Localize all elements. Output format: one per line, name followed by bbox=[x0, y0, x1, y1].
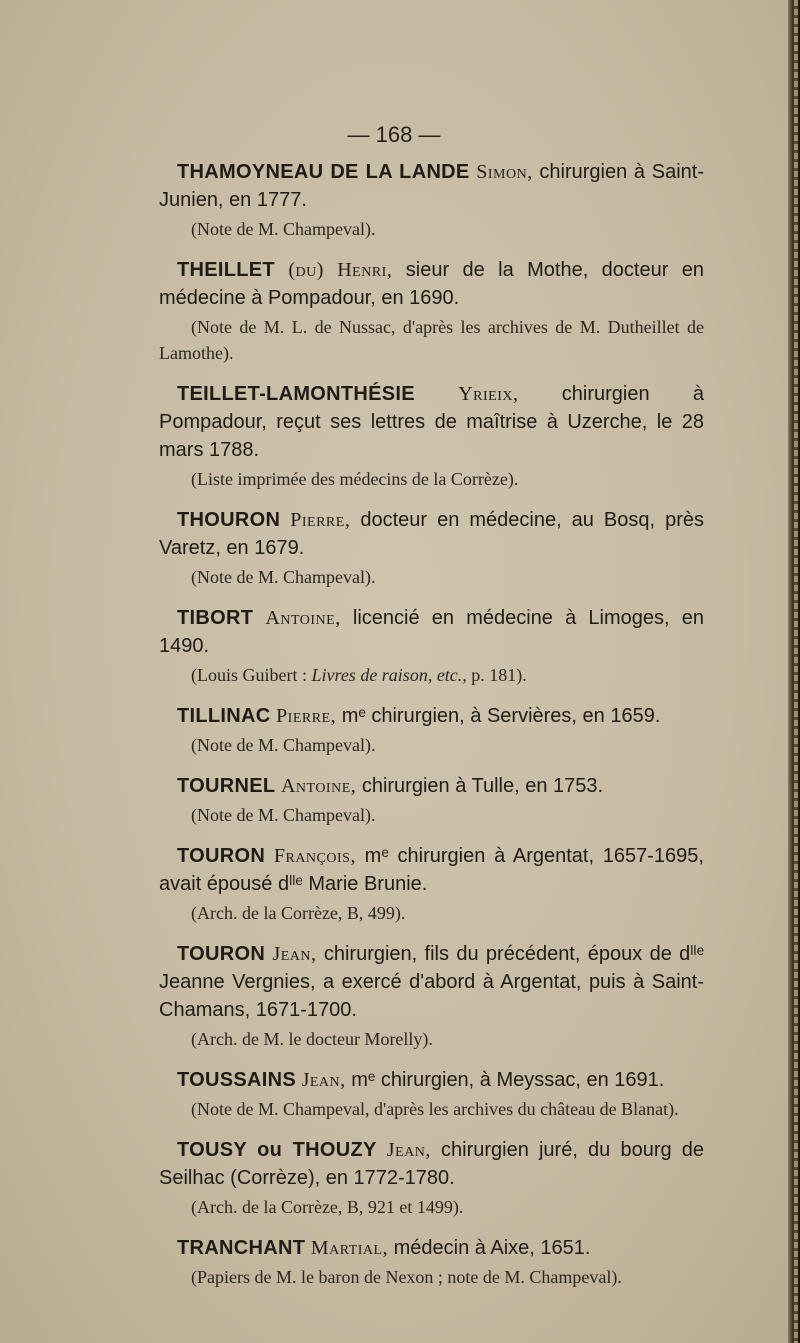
entry-first-name: Jean, bbox=[301, 1069, 346, 1091]
entry-text: chirurgien à Pompadour, reçut ses lettres de maîtrise à Uzerche, le 28 mars 1788. bbox=[159, 383, 704, 461]
entry-first-name: Yrieix, bbox=[458, 383, 519, 405]
entry-first-name: Simon, bbox=[476, 161, 533, 183]
entry-text: sieur de la Mothe, docteur en médecine à Pompadour, en 1690. bbox=[159, 259, 704, 309]
entry-text: licencié en médecine à Limoges, en 1490. bbox=[159, 607, 704, 657]
entry-note: (Papiers de M. le baron de Nexon ; note de M. Champeval). bbox=[191, 1267, 622, 1287]
entry-tousy bbox=[159, 1136, 704, 1220]
entry-main bbox=[159, 506, 704, 562]
entry-main bbox=[159, 158, 704, 214]
entry-name: TILLINAC bbox=[177, 705, 271, 727]
entry-text: chirurgien à Tulle, en 1753. bbox=[356, 775, 604, 797]
entry-name: TOURNEL bbox=[177, 775, 276, 797]
entry-name: THOURON bbox=[177, 509, 281, 531]
entry-name: TOURON bbox=[177, 943, 266, 965]
entry-teillet-lamonthesie bbox=[159, 380, 704, 492]
page-edge-strip bbox=[794, 0, 798, 1343]
page-edge bbox=[788, 0, 800, 1343]
page-number: — 168 — bbox=[347, 122, 441, 147]
entry-name: TOUSY ou THOUZY bbox=[177, 1139, 377, 1161]
entry-first-name: Antoine, bbox=[265, 607, 341, 629]
entry-name: TOUSSAINS bbox=[177, 1069, 297, 1091]
entry-main bbox=[159, 1066, 704, 1094]
entry-first-name: Pierre, bbox=[290, 509, 351, 531]
entry-text: mᵉ chirurgien, à Meyssac, en 1691. bbox=[345, 1069, 665, 1091]
entry-thouron bbox=[159, 506, 704, 590]
entry-main bbox=[159, 256, 704, 312]
entry-note: (Note de M. Champeval). bbox=[191, 805, 376, 825]
entry-main bbox=[159, 702, 704, 730]
entry-text: mᵉ chirurgien, à Servières, en 1659. bbox=[336, 705, 661, 727]
entry-thamoyneau bbox=[159, 158, 704, 242]
entry-note: (Note de M. Champeval, d'après les archives du château de Blanat). bbox=[191, 1099, 679, 1119]
entry-main bbox=[159, 772, 704, 800]
entry-first-name: Jean, bbox=[272, 943, 317, 965]
entry-name: TOURON bbox=[177, 845, 266, 867]
entry-main bbox=[159, 380, 704, 464]
entry-name: TIBORT bbox=[177, 607, 254, 629]
entry-first-name: François, bbox=[273, 845, 356, 867]
entry-tranchant bbox=[159, 1234, 704, 1290]
entry-name: TRANCHANT bbox=[177, 1237, 306, 1259]
entry-first-name: Pierre, bbox=[276, 705, 337, 727]
entries-list bbox=[159, 158, 704, 1304]
entry-name: THAMOYNEAU DE LA LANDE bbox=[177, 161, 470, 183]
entry-first-name: (du) Henri, bbox=[288, 259, 393, 281]
entry-note: (Note de M. Champeval). bbox=[191, 567, 376, 587]
entry-note bbox=[159, 662, 704, 688]
entry-note: (Liste imprimée des médecins de la Corrèze). bbox=[191, 469, 519, 489]
entry-tournel bbox=[159, 772, 704, 828]
entry-tibort bbox=[159, 604, 704, 688]
entry-theillet bbox=[159, 256, 704, 366]
note-book-title: Livres de raison, etc., bbox=[311, 665, 467, 685]
note-source: (Louis Guibert : bbox=[191, 665, 312, 685]
entry-text: chirurgien juré, du bourg de Seilhac (Corrèze), en 1772-1780. bbox=[159, 1139, 705, 1189]
entry-note: (Note de M. L. de Nussac, d'après les archives de M. Dutheillet de Lamothe). bbox=[159, 317, 704, 363]
entry-main bbox=[159, 1136, 704, 1192]
entry-name: TEILLET-LAMONTHÉSIE bbox=[177, 383, 415, 405]
entry-text: mᵉ chirurgien à Argentat, 1657-1695, avait épousé dˡˡᵉ Marie Brunie. bbox=[159, 845, 704, 895]
entry-main bbox=[159, 604, 704, 660]
entry-first-name: Antoine, bbox=[280, 775, 357, 797]
entry-text: chirurgien à Saint-Junien, en 1777. bbox=[159, 161, 704, 211]
entry-name: THEILLET bbox=[177, 259, 275, 281]
entry-text: médecin à Aixe, 1651. bbox=[388, 1237, 591, 1259]
entry-note: (Note de M. Champeval). bbox=[191, 735, 376, 755]
entry-touron-francois bbox=[159, 842, 704, 926]
entry-first-name: Martial, bbox=[310, 1237, 389, 1259]
note-page: p. 181). bbox=[466, 665, 527, 685]
entry-note: (Note de M. Champeval). bbox=[191, 219, 376, 239]
entry-text: chirurgien, fils du précédent, époux de dˡˡᵉ Jeanne Vergnies, a exercé d'abord à Argentat, puis à Saint-Chamans, 1671-1700. bbox=[159, 943, 705, 1021]
entry-touron-jean bbox=[159, 940, 704, 1052]
entry-note: (Arch. de M. le docteur Morelly). bbox=[191, 1029, 433, 1049]
entry-note: (Arch. de la Corrèze, B, 921 et 1499). bbox=[191, 1197, 464, 1217]
entry-first-name: Jean, bbox=[386, 1139, 431, 1161]
entry-main bbox=[159, 1234, 704, 1262]
entry-main bbox=[159, 842, 704, 898]
entry-note: (Arch. de la Corrèze, B, 499). bbox=[191, 903, 406, 923]
entry-tillinac bbox=[159, 702, 704, 758]
entry-main bbox=[159, 940, 704, 1024]
entry-toussains bbox=[159, 1066, 704, 1122]
entry-text: docteur en médecine, au Bosq, près Varetz, en 1679. bbox=[159, 509, 704, 559]
